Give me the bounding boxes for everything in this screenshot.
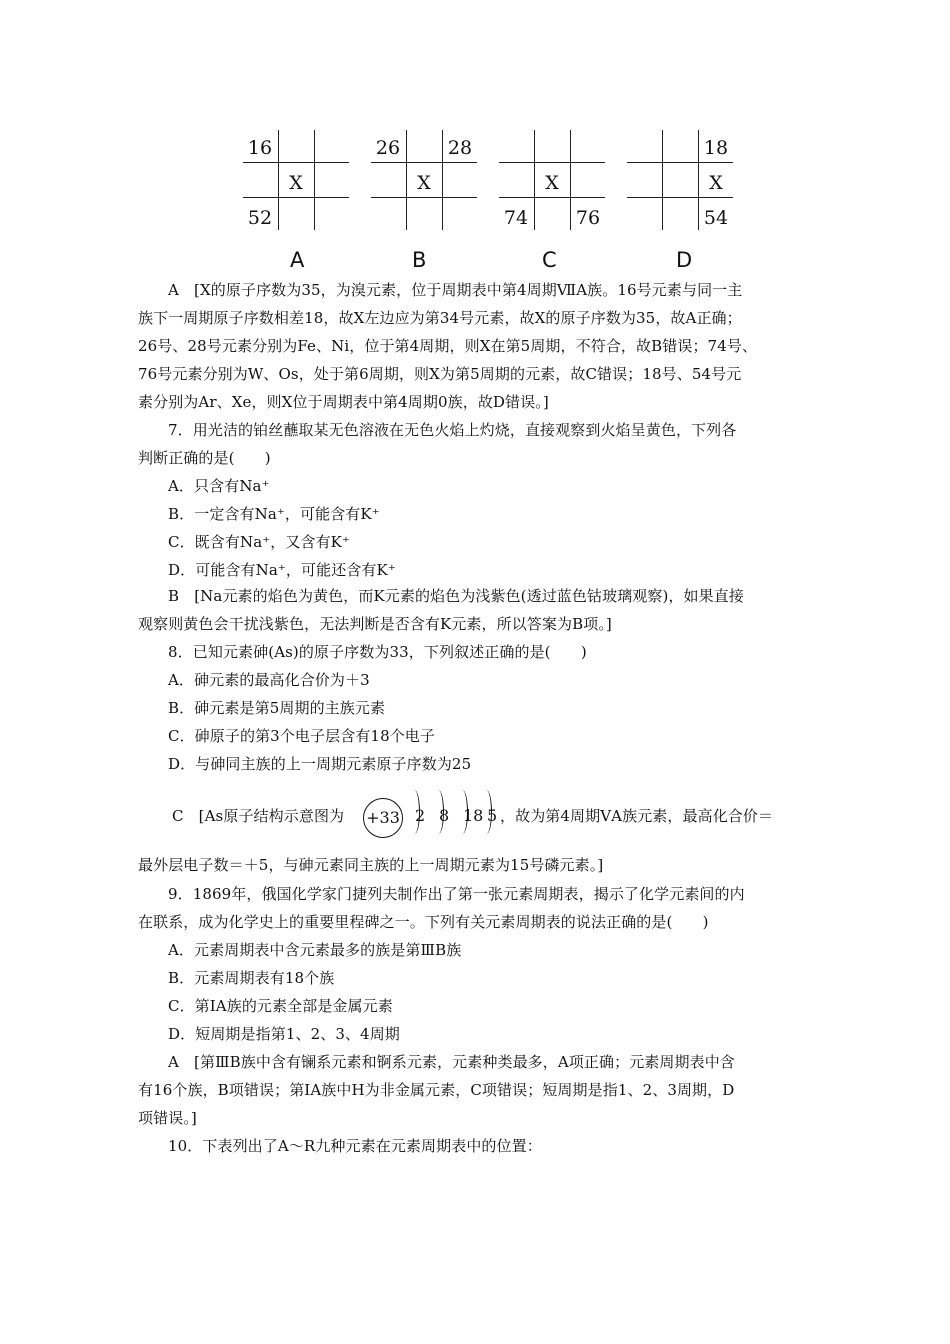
q6-answer-line-3: 26号、28号元素分别为Fe、Ni，位于第4周期，则X在第5周期，不符合，故B错误；74号、 — [138, 337, 758, 355]
grid-option-a — [243, 128, 349, 232]
shell-2-electrons: 8 — [439, 806, 450, 825]
q9-option-d: D．短周期是指第1、2、3、4周期 — [168, 1025, 400, 1043]
q9-stem-line-2: 在联系，成为化学史上的重要里程碑之一。下列有关元素周期表的说法正确的是( ) — [138, 913, 709, 931]
grid-d-bottom-right: 54 — [703, 207, 729, 229]
q9-answer-line-3: 项错误。] — [138, 1109, 197, 1127]
grid-option-d — [627, 128, 733, 232]
grid-d-top-right: 18 — [703, 137, 729, 159]
q10-stem: 10．下表列出了A～R九种元素在元素周期表中的位置： — [168, 1137, 542, 1155]
shell-1-electrons: 2 — [415, 806, 426, 825]
grid-b-center: X — [417, 172, 431, 194]
q8-answer-prefix: C [As原子结构示意图为 — [172, 807, 345, 825]
q8-answer-line-2: 最外层电子数＝＋5，与砷元素同主族的上一周期元素为15号磷元素。] — [138, 856, 604, 874]
q9-answer-line-1: A [第ⅢB族中含有镧系元素和锕系元素，元素种类最多，A项正确；元素周期表中含 — [168, 1053, 735, 1071]
q7-answer-line-2: 观察则黄色会干扰浅紫色，无法判断是否含有K元素，所以答案为B项。] — [138, 615, 612, 633]
grid-option-c — [499, 128, 605, 232]
shell-3-electrons: 18 — [463, 806, 484, 825]
grid-c-bottom-right: 76 — [575, 207, 601, 229]
q6-answer-line-5: 素分别为Ar、Xe，则X位于周期表中第4周期0族，故D错误。] — [138, 393, 549, 411]
q8-answer-suffix: ，故为第4周期ⅤA族元素，最高化合价＝ — [500, 807, 774, 825]
grid-a-bottom-left: 52 — [247, 207, 273, 229]
q9-option-b: B．元素周期表有18个族 — [168, 969, 335, 987]
q7-option-c: C．既含有Na⁺，又含有K⁺ — [168, 533, 350, 551]
q8-option-b: B．砷元素是第5周期的主族元素 — [168, 699, 386, 717]
q9-answer-line-2: 有16个族，B项错误；第ⅠA族中H为非金属元素，C项错误；短周期是指1、2、3周期，D — [138, 1081, 735, 1099]
q9-option-a: A．元素周期表中含元素最多的族是第ⅢB族 — [168, 941, 462, 959]
grid-c-bottom-left: 74 — [503, 207, 529, 229]
grid-c-letter: C — [542, 248, 557, 272]
grid-b-top-left: 26 — [375, 137, 401, 159]
arsenic-atom-structure-diagram — [363, 786, 513, 842]
grid-d-letter: D — [676, 248, 693, 272]
q8-option-d: D．与砷同主族的上一周期元素原子序数为25 — [168, 755, 472, 773]
grid-a-top-left: 16 — [247, 137, 273, 159]
grid-d-center: X — [709, 172, 723, 194]
q8-stem: 8．已知元素砷(As)的原子序数为33，下列叙述正确的是( ) — [168, 643, 587, 661]
grid-option-b — [371, 128, 477, 232]
q8-option-a: A．砷元素的最高化合价为＋3 — [168, 671, 370, 689]
q7-answer-line-1: B [Na元素的焰色为黄色，而K元素的焰色为浅紫色(透过蓝色钴玻璃观察)，如果直接 — [168, 587, 744, 605]
q9-stem-line-1: 9．1869年，俄国化学家门捷列夫制作出了第一张元素周期表，揭示了化学元素间的内 — [168, 885, 745, 903]
q7-option-d: D．可能含有Na⁺，可能还含有K⁺ — [168, 561, 396, 579]
grid-a-letter: A — [290, 248, 305, 272]
q6-answer-line-2: 族下一周期原子序数相差18，故X左边应为第34号元素，故X的原子序数为35，故A正确； — [138, 309, 742, 327]
grid-c-center: X — [545, 172, 559, 194]
grid-a-center: X — [289, 172, 303, 194]
q7-option-a: A．只含有Na⁺ — [168, 477, 270, 495]
shell-4-electrons: 5 — [487, 806, 498, 825]
atom-nucleus: +33 — [363, 798, 403, 838]
q6-answer-line-1: A [X的原子序数为35，为溴元素，位于周期表中第4周期ⅦA族。16号元素与同一主 — [168, 281, 743, 299]
q8-option-c: C．砷原子的第3个电子层含有18个电子 — [168, 727, 436, 745]
grid-b-top-right: 28 — [447, 137, 473, 159]
q7-option-b: B．一定含有Na⁺，可能含有K⁺ — [168, 505, 380, 523]
q6-answer-line-4: 76号元素分别为W、Os，处于第6周期，则X为第5周期的元素，故C错误；18号、54号元 — [138, 365, 742, 383]
grid-b-letter: B — [412, 248, 427, 272]
q7-stem-line-1: 7．用光洁的铂丝蘸取某无色溶液在无色火焰上灼烧，直接观察到火焰呈黄色，下列各 — [168, 421, 737, 439]
q7-stem-line-2: 判断正确的是( ) — [138, 449, 271, 467]
q9-option-c: C．第ⅠA族的元素全部是金属元素 — [168, 997, 393, 1015]
